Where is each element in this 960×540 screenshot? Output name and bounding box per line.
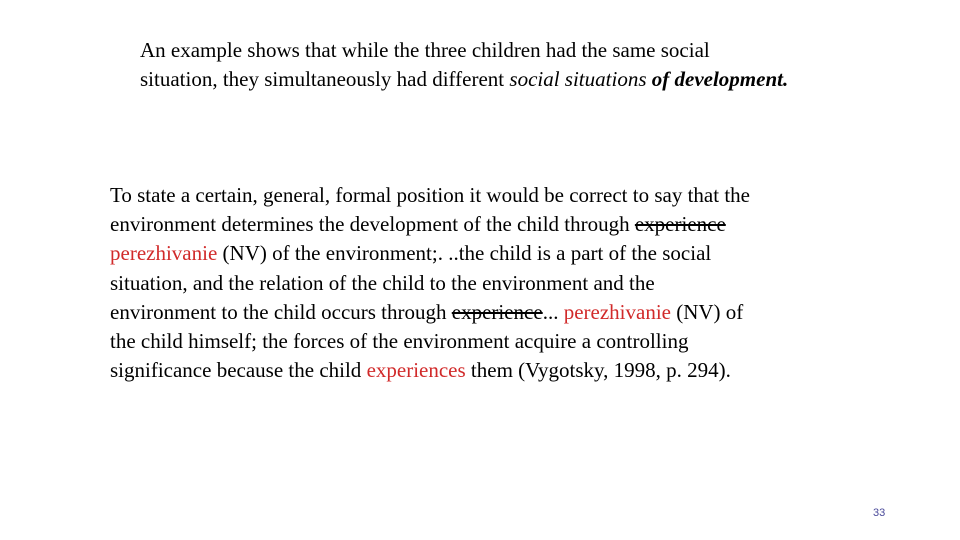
struck-word-experience: experience bbox=[634, 212, 726, 237]
intro-paragraph bbox=[140, 36, 920, 94]
quote-line-3-text: (NV) of the environment;. ..the child is a part of the social bbox=[217, 241, 712, 266]
intro-italic-phrase: social situations bbox=[509, 67, 652, 91]
quote-line-5-end: (NV) of bbox=[670, 299, 744, 324]
quote-line-2-text: environment determines the development of the child through bbox=[110, 212, 635, 237]
quote-paragraph bbox=[110, 181, 910, 385]
intro-bold-italic-phrase: of development. bbox=[651, 67, 789, 91]
quote-line-7-end: them (Vygotsky, 1998, p. 294). bbox=[465, 358, 731, 383]
quote-line-2 bbox=[110, 210, 910, 239]
quote-line-5-ellipsis: ... bbox=[542, 299, 564, 324]
quote-line-4: situation, and the relation of the child to the environment and the bbox=[110, 270, 655, 295]
quote-line-1: To state a certain, general, formal position it would be correct to say that the bbox=[110, 183, 750, 207]
quote-line-5-text: environment to the child occurs through bbox=[110, 299, 452, 324]
quote-line-5 bbox=[110, 298, 910, 327]
highlight-experiences: experiences bbox=[366, 358, 466, 383]
intro-line-1: An example shows that while the three children had the same social bbox=[140, 38, 710, 62]
quote-line-6: the child himself; the forces of the environment acquire a controlling bbox=[110, 329, 689, 354]
intro-line-2-text: situation, they simultaneously had different bbox=[140, 67, 510, 91]
page-number: 33 bbox=[873, 507, 886, 519]
intro-line-2 bbox=[140, 65, 920, 94]
quote-line-3 bbox=[110, 239, 910, 268]
highlight-perezhivanie-2: perezhivanie bbox=[563, 299, 671, 324]
highlight-perezhivanie: perezhivanie bbox=[110, 241, 218, 266]
quote-line-7 bbox=[110, 356, 910, 385]
struck-word-experience-2: experience bbox=[451, 299, 543, 324]
quote-line-7-text: significance because the child bbox=[110, 358, 367, 383]
